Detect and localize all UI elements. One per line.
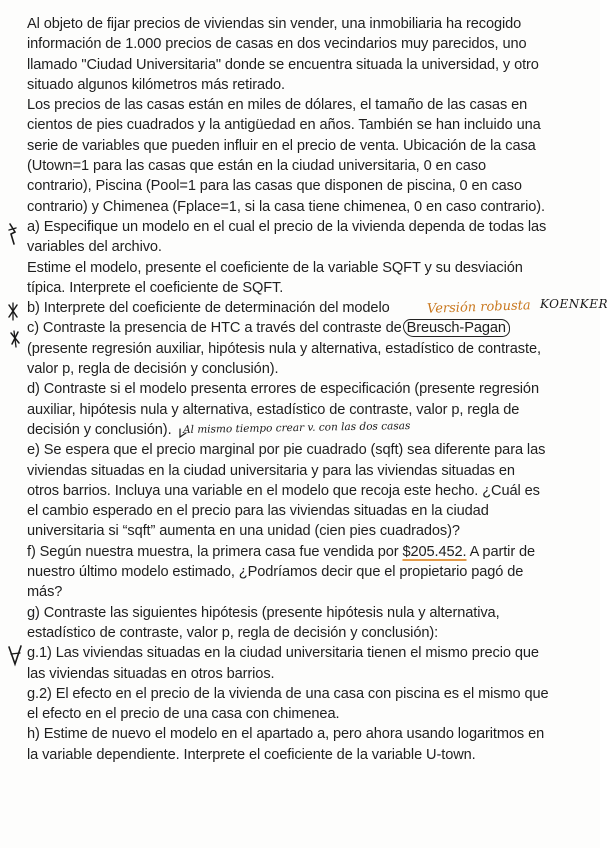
question-g: g) Contraste las siguientes hipótesis (presente hipótesis nula y alternativa, [27,604,500,621]
question-b: b) Interprete del coeficiente de determinación del modelo [27,300,390,317]
text-line: otros barrios. Incluya una variable en el modelo que recoja este hecho. ¿Cuál es [27,482,540,499]
margin-mark-c-icon [8,329,22,349]
text-line: serie de variables que pueden influir en el precio de venta. Ubicación de la casa [27,137,536,154]
text-line: estadístico de contraste, valor p, regla de decisión y conclusión): [27,624,439,641]
text-line: el cambio esperado en el precio para las viviendas situadas en la ciudad [27,503,489,520]
text-line: Estime el modelo, presente el coeficiente de la variable SQFT y su desviación [27,259,523,276]
text-line: auxiliar, hipótesis nula y alternativa, estadístico de contraste, valor p, regla de [27,401,520,418]
margin-mark-b-icon [6,302,20,322]
text-line: Los precios de las casas están en miles de dólares, el tamaño de las casas en [27,97,528,114]
text-line: típica. Interprete el coeficiente de SQFT. [27,279,284,296]
question-a: a) Especifique un modelo en el cual el precio de la vivienda dependa de todas las [27,218,547,235]
text-line: situado algunos kilómetros más retirado. [27,76,286,93]
text-line: llamado "Ciudad Universitaria" donde se encuentra situada la universidad, y otro [27,56,539,73]
text-line: viviendas situadas en la ciudad universitaria y para las viviendas situadas en [27,462,515,479]
text-line: (Utown=1 para las casas que están en la ciudad universitaria, 0 en caso [27,158,486,175]
price-underlined: $205.452. [402,543,467,560]
question-f [27,542,575,562]
text-line: variables del archivo. [27,239,162,256]
handwritten-koenker: KOENKER [540,297,608,311]
text-line: nuestro último modelo estimado, ¿Podríamos decir que el propietario pagó de [27,564,524,581]
text-line: contrario), Piscina (Pool=1 para las casas que disponen de piscina, 0 en caso [27,178,522,195]
handwritten-al-mismo-tiempo: Al mismo tiempo crear v. con las dos casas [182,420,411,436]
question-f-tail: A partir de [466,543,536,560]
question-h: h) Estime de nuevo el modelo en el apartado a, pero ahora usando logaritmos en [27,726,545,743]
text-line: (presente regresión auxiliar, hipótesis nula y alternativa, estadístico de contraste, [27,340,541,357]
margin-mark-g1-icon [6,644,24,668]
text-line: la variable dependiente. Interprete el coeficiente de la variable U-town. [27,746,476,763]
text-line: universitaria si “sqft” aumenta en una unidad (cien pies cuadrados)? [27,523,460,540]
text-line: valor p, regla de decisión y conclusión). [27,361,279,378]
margin-mark-a-icon [6,222,20,246]
text-line: decisión y conclusión). [27,421,172,438]
question-f-text: f) Según nuestra muestra, la primera casa fue vendida por [27,543,403,560]
text-line: contrario) y Chimenea (Fplace=1, si la casa tiene chimenea, 0 en caso contrario). [27,198,545,215]
text-line: información de 1.000 precios de casas en dos vecindarios muy parecidos, uno [27,36,527,53]
text-line: cientos de pies cuadrados y la antigüedad en años. También se han incluido una [27,117,541,134]
question-g2: g.2) El efecto en el precio de la vivienda de una casa con piscina es el mismo que [27,685,549,702]
text-line: más? [27,584,63,601]
handwritten-version-robusta: Versión robusta [426,298,531,317]
question-c-text: c) Contraste la presencia de HTC a través del contraste de [27,320,406,337]
text-line: el efecto en el precio de una casa con chimenea. [27,706,340,723]
question-c [27,318,575,338]
question-e: e) Se espera que el precio marginal por pie cuadrado (sqft) sea diferente para las [27,442,546,459]
question-g1: g.1) Las viviendas situadas en la ciudad universitaria tienen el mismo precio que [27,645,539,662]
exercise-text [27,14,575,765]
text-line: Al objeto de fijar precios de viviendas sin vender, una inmobiliaria ha recogido [27,16,522,32]
text-line: las viviendas situadas en otros barrios. [27,665,275,682]
breusch-pagan-circled: Breusch-Pagan [403,319,510,337]
question-d: d) Contraste si el modelo presenta errores de especificación (presente regresión [27,381,539,398]
